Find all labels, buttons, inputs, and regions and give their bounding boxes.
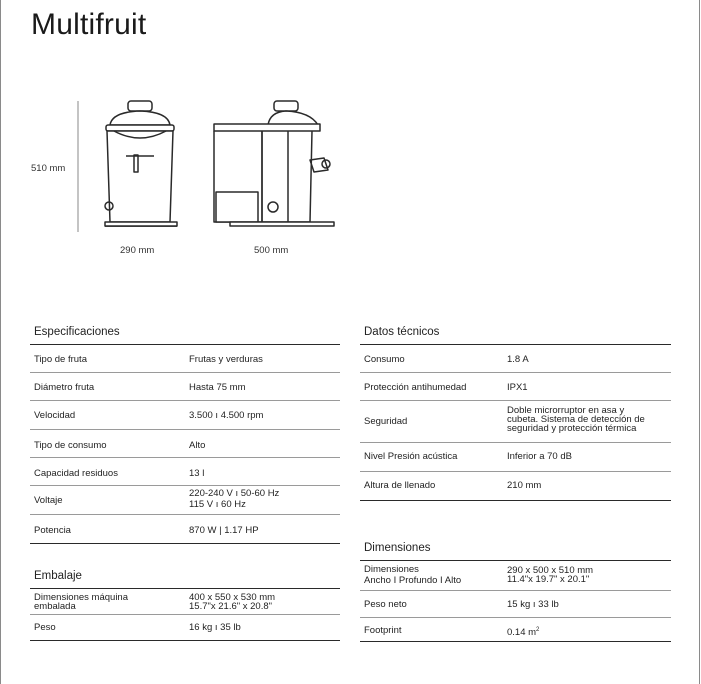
- page-title: Multifruit: [31, 8, 147, 41]
- row-value-line: 115 V ı 60 Hz: [189, 499, 246, 510]
- row-value: 3.500 ı 4.500 rpm: [189, 410, 264, 421]
- table-row: [30, 615, 340, 641]
- table-row: [360, 373, 671, 401]
- specs-heading: Especificaciones: [34, 326, 120, 338]
- row-label: Capacidad residuos: [34, 468, 118, 479]
- row-label: Protección antihumedad: [364, 382, 467, 393]
- row-label: Peso neto: [364, 599, 407, 610]
- table-row: [360, 591, 671, 618]
- row-value: 15 kg ı 33 lb: [507, 599, 559, 610]
- height-dimension-label: 510 mm: [31, 163, 66, 174]
- depth-dimension-label: 500 mm: [254, 245, 289, 256]
- packaging-heading: Embalaje: [34, 570, 82, 582]
- dimensions-table: [360, 560, 671, 642]
- row-value: Alto: [189, 440, 206, 451]
- row-value: Frutas y verduras: [189, 354, 263, 365]
- row-value-line: 11.4"x 19.7" x 20.1": [507, 574, 590, 585]
- table-row: [360, 443, 671, 472]
- row-value-line: 400 x 550 x 530 mm: [189, 592, 276, 603]
- table-row: [30, 486, 340, 515]
- table-row: [30, 589, 340, 615]
- row-label: Nivel Presión acústica: [364, 451, 458, 462]
- row-label: Peso: [34, 622, 56, 633]
- row-label-line: Dimensiones: [364, 564, 419, 575]
- row-value: IPX1: [507, 382, 528, 393]
- dimensions-heading: Dimensiones: [364, 542, 431, 554]
- row-value: Inferior a 70 dB: [507, 451, 572, 462]
- table-row: [360, 618, 671, 642]
- table-row: [30, 458, 340, 486]
- row-value: 870 W | 1.17 HP: [189, 525, 259, 536]
- row-value-line: 15.7"x 21.6" x 20.8": [189, 601, 273, 612]
- row-value-line: Doble microrruptor en asa y: [507, 405, 625, 416]
- side-view-drawing: [214, 101, 334, 226]
- technical-data-table: [360, 344, 671, 501]
- row-label-line: Ancho I Profundo I Alto: [364, 575, 462, 586]
- row-value-line: cubeta. Sistema de detección de: [507, 414, 645, 425]
- row-label-line: Dimensiones máquina: [34, 592, 128, 603]
- row-value-line: 290 x 500 x 510 mm: [507, 565, 594, 576]
- row-value: 210 mm: [507, 480, 542, 491]
- row-label: Seguridad: [364, 416, 408, 427]
- table-row: [360, 472, 671, 501]
- table-row: [30, 430, 340, 458]
- row-label: Voltaje: [34, 495, 63, 506]
- table-row: [30, 345, 340, 373]
- row-value: [507, 626, 539, 638]
- table-row: [360, 561, 671, 591]
- row-label: Altura de llenado: [364, 480, 436, 491]
- table-row: [30, 515, 340, 544]
- table-row: [30, 401, 340, 430]
- width-dimension-label: 290 mm: [120, 245, 155, 256]
- row-value-line: seguridad y protección térmica: [507, 423, 637, 434]
- specs-table: [30, 344, 340, 544]
- table-row: [30, 373, 340, 401]
- technical-data-heading: Datos técnicos: [364, 326, 440, 338]
- row-value: 16 kg ı 35 lb: [189, 622, 241, 633]
- row-label: Footprint: [364, 625, 402, 636]
- row-label: Tipo de fruta: [34, 354, 87, 365]
- table-row: [360, 345, 671, 373]
- row-label: Potencia: [34, 525, 71, 536]
- footprint-value: 0.14 m: [507, 627, 537, 639]
- row-label: Consumo: [364, 354, 405, 365]
- row-value: 1.8 A: [507, 354, 529, 365]
- superscript-exponent: 2: [536, 627, 540, 633]
- front-view-drawing: [105, 101, 177, 226]
- row-value: 13 l: [189, 468, 205, 479]
- row-label: Velocidad: [34, 410, 76, 421]
- machine-dimension-drawing: [0, 0, 701, 260]
- row-value-line: 220-240 V ı 50-60 Hz: [189, 488, 280, 499]
- row-value: Hasta 75 mm: [189, 382, 246, 393]
- row-label: Tipo de consumo: [34, 440, 107, 451]
- row-label-line: embalada: [34, 601, 76, 612]
- packaging-table: [30, 588, 340, 641]
- table-row: [360, 401, 671, 443]
- row-label: Diámetro fruta: [34, 382, 95, 393]
